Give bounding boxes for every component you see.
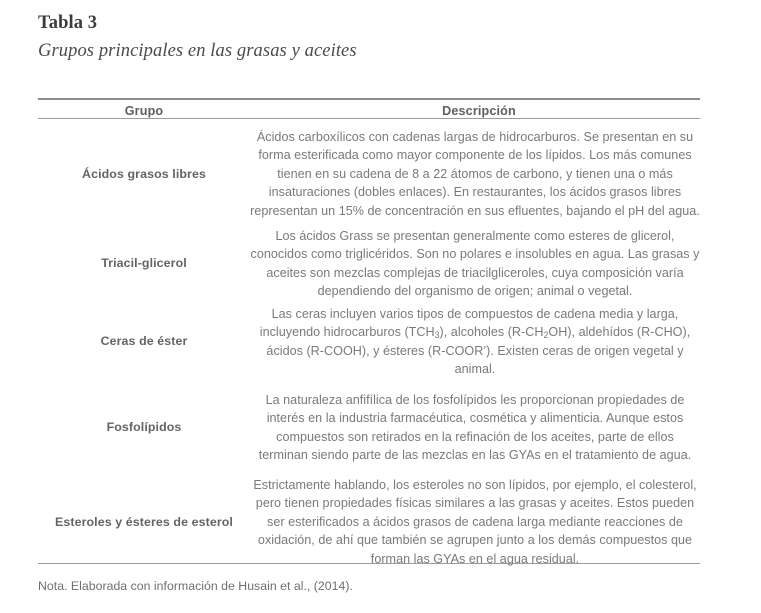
table-row <box>38 475 700 569</box>
table-number: Tabla 3 <box>38 13 98 33</box>
table-row <box>38 380 700 475</box>
table-header <box>38 99 700 124</box>
table-header-row <box>38 99 700 124</box>
cell-grupo: Ácidos grasos libres <box>82 166 206 181</box>
main-table <box>38 99 700 569</box>
column-header-descripcion: Descripción <box>442 104 516 118</box>
table-row <box>38 224 700 303</box>
table-caption-block <box>38 12 718 63</box>
table-row <box>38 124 700 224</box>
table-body <box>38 124 700 569</box>
table-row <box>38 303 700 380</box>
cell-descripcion: La naturaleza anfifílica de los fosfolípidos les proporcionan propiedades de interés en la industria farmacéutica, cosmética y alimenticia. Aunque estos compuestos son retirados en la refinación de los aceites, parte de ellos terminan siendo parte de las mezclas en las GYAs en el tratamiento de agua. <box>258 392 692 462</box>
cell-descripcion: Estrictamente hablando, los esteroles no son lípidos, por ejemplo, el colesterol, pero tienen propiedades físicas similares a las grasas y aceites. Estos pueden ser esterificados a ácidos grasos de cadena larga mediante reacciones de oxidación, de ahí que también se agrupen junto a los demás compuestos que forman las GYAs en el agua residual. <box>253 477 697 566</box>
page-title: Grupos principales en las grasas y aceites <box>38 40 357 61</box>
cell-grupo: Ceras de éster <box>100 334 188 349</box>
cell-descripcion: Las ceras incluyen varios tipos de compuestos de cadena media y larga, incluyendo hidrocarburos $(TCH_3)$, alcoholes $(R-CH_2OH)$, aldehídos (R-CHO), ácidos (R-COOH), y ésteres (R-COOR’). Existen ceras de origen vegetal y animal. <box>259 306 691 376</box>
table-note: Nota. Elaborada con información de Husain et al., (2014). <box>38 579 353 593</box>
cell-grupo: Triacil-glicerol <box>101 256 187 271</box>
cell-descripcion: Los ácidos Grass se presentan generalmente como esteres de glicerol, conocidos como triglicéridos. Son no polares e insolubles en agua. Las grasas y aceites son mezclas complejas de triacilgliceroles, cuya composición varía dependiendo del organismo de origen; animal o vegetal. <box>250 228 700 298</box>
cell-descripcion: Ácidos carboxílicos con cadenas largas de hidrocarburos. Se presentan en su forma esterificada como mayor componente de los lípidos. Los más comunes tienen en su cadena de 8 a 22 átomos de carbono, y tienen una o más insaturaciones (dobles enlaces). En restaurantes, los ácidos grasos libres representan un 15% de concentración en sus efluentes, bajando el pH del agua. <box>250 129 700 218</box>
cell-grupo: Fosfolípidos <box>106 420 182 435</box>
cell-grupo: Esteroles y ésteres de esterol <box>55 514 233 529</box>
column-header-grupo: Grupo <box>124 104 164 118</box>
